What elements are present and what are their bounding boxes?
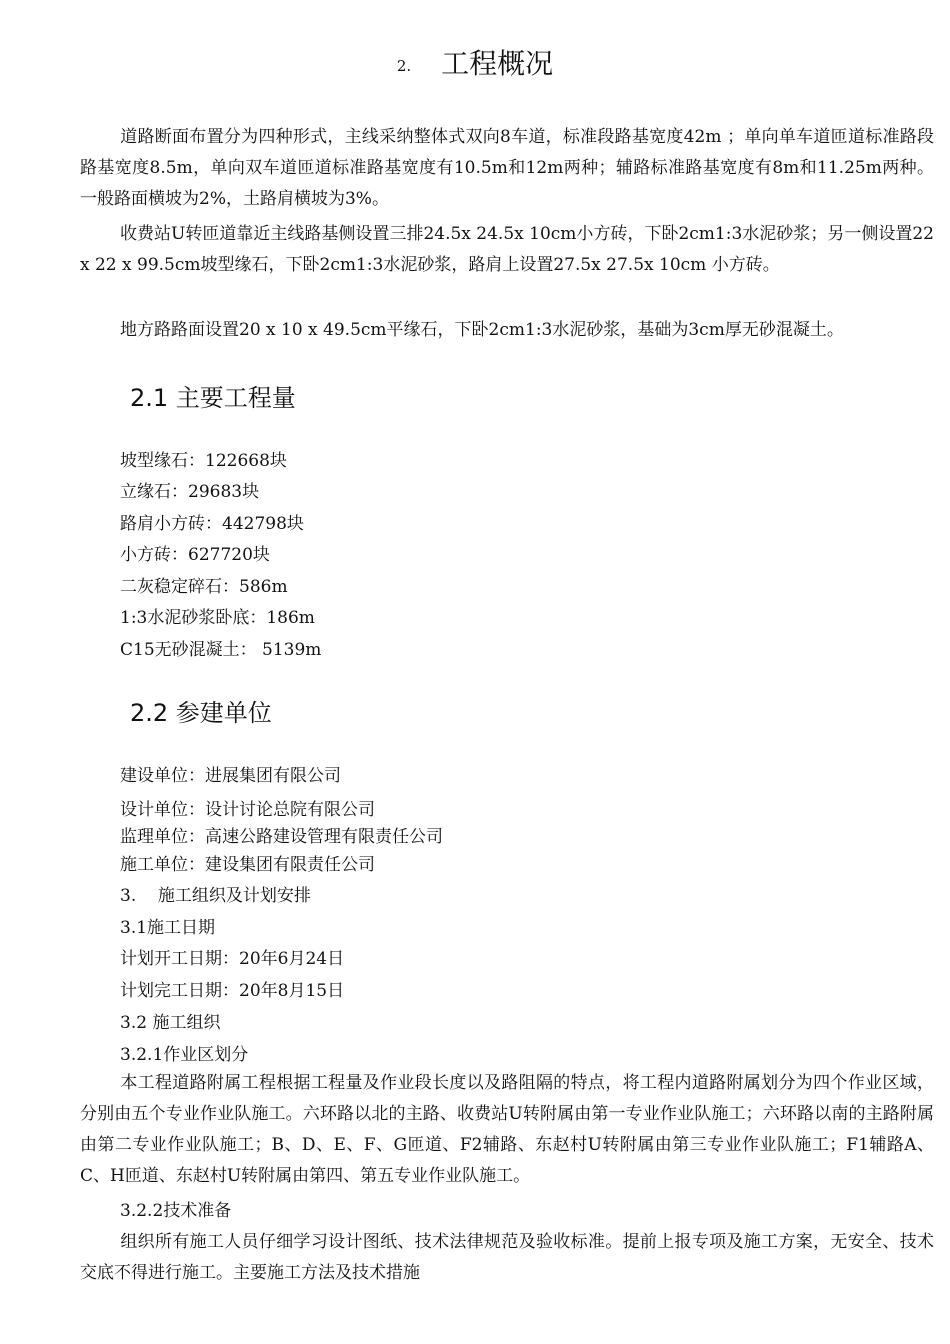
quantity-item: 二灰稳定碎石：586m: [120, 577, 288, 597]
subheading-organization: 3.2 施工组织: [120, 1013, 221, 1033]
subheading-schedule: 3.1施工日期: [120, 918, 216, 938]
paragraph-road-sections: 道路断面布置分为四种形式，主线采纳整体式双向8车道，标准段路基宽度42m ；单向单车道匝道标准路段路基宽度8.5m，单向双车道匝道标准路基宽度有10.5m和12m两种；辅路标准路基宽度有8m和11.25m两种。一般路面横坡为2%，土路肩横坡为3%。: [80, 127, 934, 209]
planned-end-date: 计划完工日期：20年8月15日: [120, 981, 345, 1001]
paragraph-toll-station: 收费站U转匝道靠近主线路基侧设置三排24.5x 24.5x 10cm小方砖，下卧2cm1:3水泥砂浆；另一侧设置22 x 22 x 99.5cm坡型缘石，下卧2cm1:3水泥砂浆，路肩上设置27.5x 27.5x 10cm 小方砖。: [80, 224, 934, 275]
quantity-item: 坡型缘石：122668块: [120, 451, 287, 471]
paragraph-work-zones: 本工程道路附属工程根据工程量及作业段长度以及路阻隔的特点，将工程内道路附属划分为四个作业区域，分别由五个专业作业队施工。六环路以北的主路、收费站U转附属由第一专业作业队施工；六环路以南的主路附属由第二专业作业队施工；B、D、E、F、G匝道、F2辅路、东赵村U转附属由第三专业作业队施工；F1辅路A、C、H匝道、东赵村U转附属由第四、第五专业作业队施工。: [80, 1073, 934, 1186]
quantity-item: 立缘石：29683块: [120, 482, 260, 502]
quantity-item: 路肩小方砖：442798块: [120, 514, 304, 534]
participant-item: 施工单位：建设集团有限责任公司: [120, 855, 375, 875]
paragraph-technical-preparation: 组织所有施工人员仔细学习设计图纸、技术法律规范及验收标准。提前上报专项及施工方案，无安全、技术交底不得进行施工。主要施工方法及技术措施: [80, 1232, 934, 1283]
heading-construction-organization: 3. 施工组织及计划安排: [120, 886, 311, 906]
page-title: [0, 42, 950, 82]
section-title: 工程概况: [441, 47, 554, 80]
heading-participants: 2.2 参建单位: [130, 699, 272, 727]
participant-item: 设计单位：设计讨论总院有限公司: [120, 800, 375, 820]
subheading-technical-preparation: 3.2.2技术准备: [120, 1201, 232, 1221]
subheading-work-zones: 3.2.1作业区划分: [120, 1045, 249, 1065]
section-number: 2.: [396, 57, 412, 75]
heading-main-quantities: 2.1 主要工程量: [130, 384, 296, 412]
planned-start-date: 计划开工日期：20年6月24日: [120, 949, 345, 969]
quantity-item: 小方砖：627720块: [120, 545, 270, 565]
participant-item: 建设单位：进展集团有限公司: [120, 766, 341, 786]
paragraph-local-road: 地方路路面设置20 x 10 x 49.5cm平缘石，下卧2cm1:3水泥砂浆，基础为3cm厚无砂混凝土。: [120, 320, 844, 340]
quantity-item: C15无砂混凝土： 5139m: [120, 640, 322, 660]
quantity-item: 1:3水泥砂浆卧底：186m: [120, 608, 315, 628]
participant-item: 监理单位：高速公路建设管理有限责任公司: [120, 827, 443, 847]
